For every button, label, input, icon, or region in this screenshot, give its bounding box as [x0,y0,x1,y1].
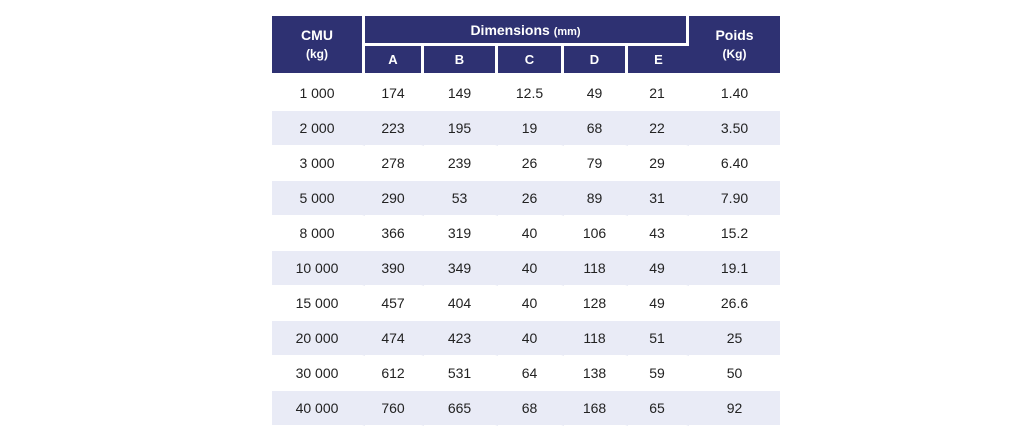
poids-cell: 7.90 [689,181,780,216]
a-cell: 390 [365,251,424,286]
a-cell: 612 [365,356,424,391]
e-cell: 21 [628,76,689,111]
a-cell: 278 [365,146,424,181]
b-cell: 349 [424,251,498,286]
table-row [272,181,780,216]
b-cell: 149 [424,76,498,111]
cmu-cell: 8 000 [272,216,365,251]
poids-cell: 1.40 [689,76,780,111]
a-cell: 457 [365,286,424,321]
b-cell: 319 [424,216,498,251]
c-cell: 12.5 [498,76,564,111]
e-cell: 22 [628,111,689,146]
b-cell: 531 [424,356,498,391]
dimensions-header-unit: (mm) [553,25,581,38]
cmu-cell: 2 000 [272,111,365,146]
a-cell: 223 [365,111,424,146]
e-cell: 49 [628,251,689,286]
poids-cell: 26.6 [689,286,780,321]
c-cell: 40 [498,321,564,356]
a-cell: 174 [365,76,424,111]
poids-cell: 25 [689,321,780,356]
cmu-header-unit: (kg) [306,47,328,61]
cmu-cell: 40 000 [272,391,365,426]
c-cell: 40 [498,216,564,251]
cmu-header [272,16,365,76]
table-row [272,391,780,426]
c-cell: 40 [498,286,564,321]
column-header-b: B [424,46,498,76]
column-header-a: A [365,46,424,76]
e-cell: 31 [628,181,689,216]
b-cell: 239 [424,146,498,181]
c-cell: 68 [498,391,564,426]
cmu-header-label: CMU [301,27,333,43]
cmu-cell: 30 000 [272,356,365,391]
table-row [272,111,780,146]
table-row [272,286,780,321]
table-row [272,146,780,181]
column-header-e: E [628,46,689,76]
c-cell: 40 [498,251,564,286]
b-cell: 53 [424,181,498,216]
column-header-d: D [564,46,628,76]
table-row [272,321,780,356]
d-cell: 138 [564,356,628,391]
poids-header-label: Poids [715,27,754,43]
b-cell: 665 [424,391,498,426]
poids-header-unit: (Kg) [722,47,747,61]
b-cell: 195 [424,111,498,146]
d-cell: 128 [564,286,628,321]
d-cell: 89 [564,181,628,216]
c-cell: 19 [498,111,564,146]
dimensions-header [365,16,689,46]
a-cell: 474 [365,321,424,356]
e-cell: 65 [628,391,689,426]
poids-cell: 6.40 [689,146,780,181]
a-cell: 290 [365,181,424,216]
cmu-cell: 20 000 [272,321,365,356]
specification-table-container [272,16,780,414]
dimensions-header-label: Dimensions [470,21,550,38]
c-cell: 26 [498,146,564,181]
cmu-cell: 3 000 [272,146,365,181]
e-cell: 29 [628,146,689,181]
cmu-cell: 1 000 [272,76,365,111]
poids-cell: 15.2 [689,216,780,251]
e-cell: 49 [628,286,689,321]
poids-cell: 92 [689,391,780,426]
poids-header [689,16,780,76]
cmu-cell: 15 000 [272,286,365,321]
d-cell: 49 [564,76,628,111]
table-row [272,251,780,286]
a-cell: 760 [365,391,424,426]
e-cell: 51 [628,321,689,356]
d-cell: 106 [564,216,628,251]
poids-cell: 3.50 [689,111,780,146]
cmu-cell: 10 000 [272,251,365,286]
d-cell: 68 [564,111,628,146]
column-header-c: C [498,46,564,76]
poids-cell: 50 [689,356,780,391]
table-row [272,356,780,391]
cmu-cell: 5 000 [272,181,365,216]
specification-table [272,16,780,426]
table-row [272,216,780,251]
e-cell: 59 [628,356,689,391]
d-cell: 118 [564,251,628,286]
b-cell: 423 [424,321,498,356]
d-cell: 118 [564,321,628,356]
poids-cell: 19.1 [689,251,780,286]
c-cell: 26 [498,181,564,216]
table-row [272,76,780,111]
d-cell: 168 [564,391,628,426]
d-cell: 79 [564,146,628,181]
a-cell: 366 [365,216,424,251]
e-cell: 43 [628,216,689,251]
c-cell: 64 [498,356,564,391]
header-row-top [272,16,780,46]
b-cell: 404 [424,286,498,321]
